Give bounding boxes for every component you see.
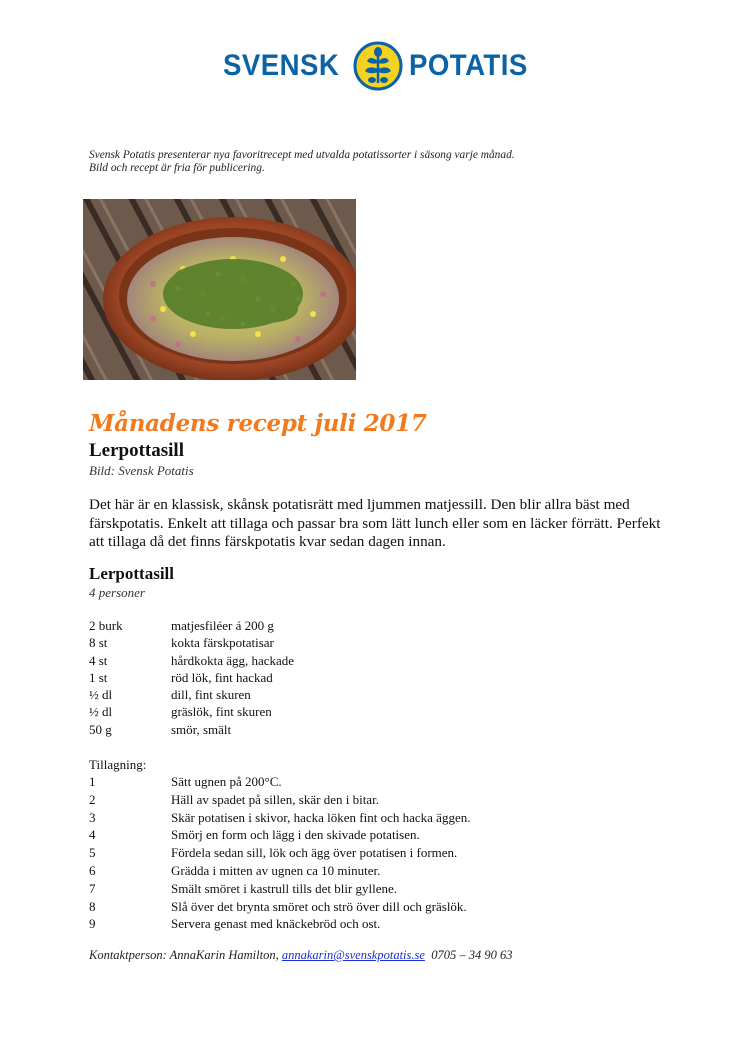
ingredient-item: smör, smält (171, 721, 232, 737)
ingredient-item: röd lök, fint hackad (171, 669, 273, 685)
step-row (89, 862, 470, 880)
contact-email-link[interactable]: annakarin@svenskpotatis.se (281, 948, 425, 962)
logo-word-right: POTATIS (409, 49, 529, 82)
ingredient-qty: 8 st (89, 635, 108, 651)
step-text: Smält smöret i kastrull tills det blir gyllene. (171, 880, 398, 896)
ingredient-row (89, 634, 294, 651)
recipe-photo (83, 199, 356, 380)
step-row (89, 898, 470, 916)
ingredient-row (89, 617, 294, 634)
step-number: 8 (89, 898, 96, 914)
servings: 4 personer (89, 585, 145, 600)
step-text: Skär potatisen i skivor, hacka löken fint och hacka äggen. (171, 809, 471, 825)
ingredients-heading: Lerpottasill (89, 564, 174, 583)
ingredient-qty: ½ dl (89, 687, 113, 703)
step-number: 3 (89, 809, 96, 825)
step-row (89, 826, 470, 844)
step-text: Fördela sedan sill, lök och ägg över potatisen i formen. (171, 845, 458, 861)
ingredient-row (89, 669, 294, 686)
step-number: 1 (89, 774, 96, 789)
contact-phone: 0705 – 34 90 63 (431, 948, 513, 962)
ingredient-qty: 1 st (89, 669, 108, 685)
preparation-label: Tillagning: (89, 757, 147, 772)
step-text: Smörj en form och lägg i den skivade potatisen. (171, 827, 420, 843)
svensk-potatis-logo (223, 40, 538, 92)
ingredients-list (89, 617, 294, 738)
preparation-steps (89, 773, 470, 933)
step-text: Häll av spadet på sillen, skär den i bitar. (171, 791, 379, 807)
step-number: 4 (89, 827, 96, 843)
step-row (89, 880, 470, 898)
step-number: 5 (89, 845, 96, 861)
step-text: Slå över det brynta smöret och strö över dill och gräslök. (171, 898, 467, 914)
ingredient-qty: 50 g (89, 721, 112, 737)
step-row (89, 844, 470, 862)
ingredient-row (89, 686, 294, 703)
recipe-description: Det här är en klassisk, skånsk potatisrätt med ljummen matjessill. Den blir allra bäst med färskpotatis. Enkelt att tillaga och passar bra som lätt lunch eller som en läcker förrätt. Perfekt att tillaga då det finns färskpotatis kvar sedan dagen innan. (89, 496, 661, 550)
ingredient-row (89, 721, 294, 738)
lerpottasill-dish-image (83, 199, 356, 380)
contact-person: Kontaktperson: AnnaKarin Hamilton, (89, 948, 279, 962)
potato-plant-emblem-icon (353, 41, 403, 91)
ingredient-qty: ½ dl (89, 704, 113, 720)
step-number: 6 (89, 862, 96, 878)
step-text: Servera genast med knäckebröd och ost. (171, 916, 381, 932)
contact-line (89, 948, 512, 963)
step-text: Grädda i mitten av ugnen ca 10 minuter. (171, 862, 381, 878)
recipe-title: Lerpottasill (89, 440, 184, 461)
step-number: 9 (89, 916, 96, 932)
logo-word-left: SVENSK (223, 49, 340, 82)
intro-line-1: Svensk Potatis presenterar nya favoritrecept med utvalda potatissorter i säsong varje månad. (89, 149, 515, 161)
ingredient-item: gräslök, fint skuren (171, 704, 272, 720)
step-number: 7 (89, 880, 96, 896)
ingredient-qty: 4 st (89, 652, 108, 668)
ingredient-item: kokta färskpotatisar (171, 635, 274, 651)
ingredient-row (89, 652, 294, 669)
month-recipe-title: Månadens recept juli 2017 (89, 410, 427, 437)
ingredient-row (89, 703, 294, 720)
intro-line-2: Bild och recept är fria för publicering. (89, 162, 265, 174)
step-row (89, 809, 470, 827)
intro-text (89, 149, 515, 175)
step-row (89, 791, 470, 809)
ingredient-item: hårdkokta ägg, hackade (171, 652, 295, 668)
step-number: 2 (89, 791, 96, 807)
step-row (89, 773, 470, 791)
step-text: Sätt ugnen på 200°C. (171, 774, 282, 789)
photo-credit: Bild: Svensk Potatis (89, 463, 194, 478)
step-row (89, 915, 470, 933)
ingredient-qty: 2 burk (89, 618, 123, 633)
ingredient-item: dill, fint skuren (171, 687, 251, 703)
ingredient-item: matjesfiléer á 200 g (171, 618, 274, 633)
